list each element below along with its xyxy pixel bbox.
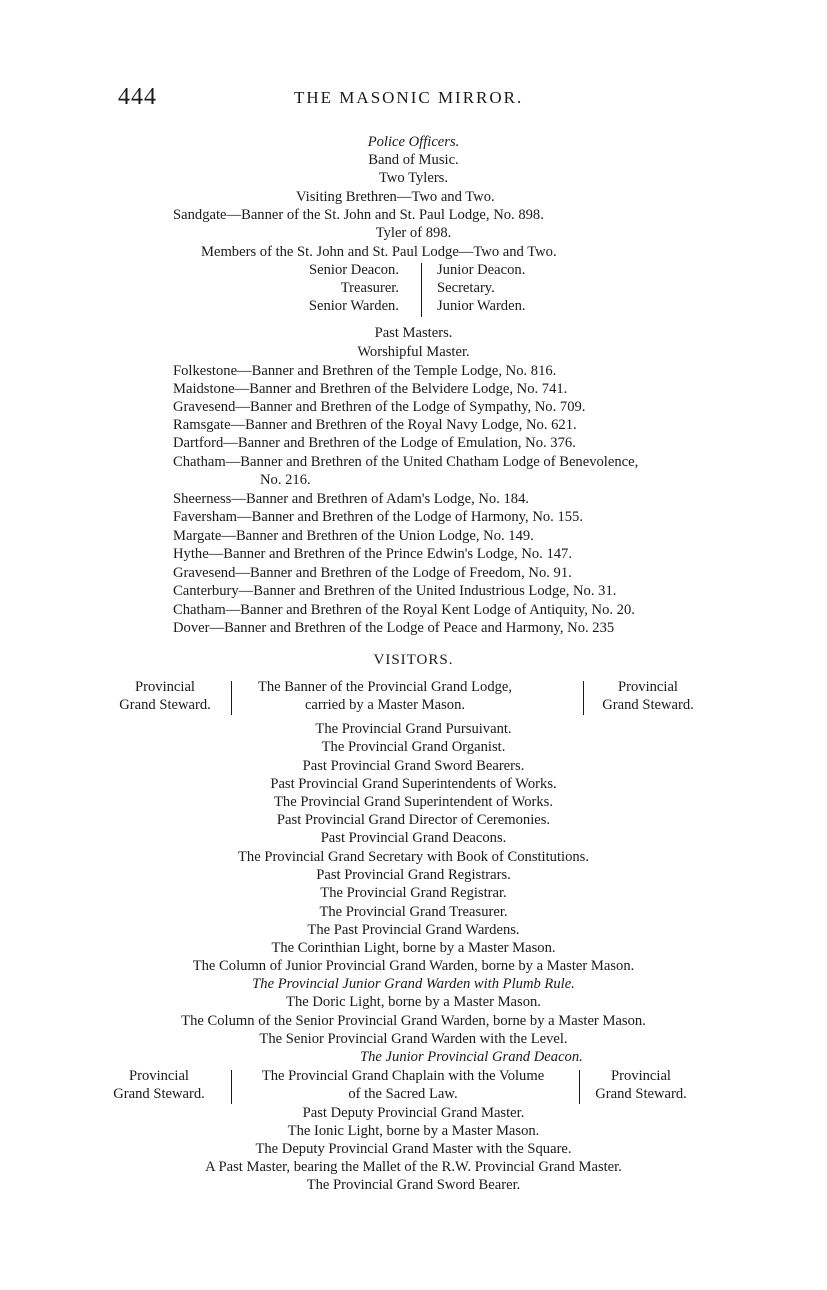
line-police-officers: Police Officers. <box>367 134 460 150</box>
visitor-line: The Corinthian Light, borne by a Master Mason. <box>271 940 556 956</box>
officer-left: Treasurer. <box>340 280 399 296</box>
line-two-tylers: Two Tylers. <box>378 170 449 186</box>
flank-right-label: Provincial <box>618 679 678 695</box>
flank-right-label: Provincial <box>611 1068 671 1084</box>
flank-left-label: Grand Steward. <box>119 697 211 713</box>
flank-left-label: Provincial <box>135 679 195 695</box>
flank-left-label: Provincial <box>129 1068 189 1084</box>
visitor-line: The Past Provincial Grand Wardens. <box>307 922 520 938</box>
visitor-line: The Column of the Senior Provincial Grand Warden, borne by a Master Mason. <box>181 1013 646 1029</box>
line-members: Members of the St. John and St. Paul Lodge—Two and Two. <box>201 244 557 260</box>
line-band-of-music: Band of Music. <box>368 152 459 168</box>
visitor-line: Past Provincial Grand Sword Bearers. <box>302 758 525 774</box>
flank-right-label: Grand Steward. <box>602 697 694 713</box>
visitor-line: Past Provincial Grand Director of Ceremonies. <box>276 812 551 828</box>
visitor-line: Past Provincial Grand Superintendents of Works. <box>270 776 557 792</box>
lodge-line: Canterbury—Banner and Brethren of the United Industrious Lodge, No. 31. <box>173 583 617 599</box>
visitor-line: The Provincial Grand Superintendent of Works. <box>273 794 554 810</box>
officer-left: Senior Warden. <box>308 298 399 314</box>
banner-line: carried by a Master Mason. <box>304 697 466 713</box>
lodge-line: Sheerness—Banner and Brethren of Adam's Lodge, No. 184. <box>173 491 530 507</box>
lodge-line: Ramsgate—Banner and Brethren of the Royal Navy Lodge, No. 621. <box>173 417 577 433</box>
visitor-line: Past Provincial Grand Registrars. <box>316 867 511 883</box>
line-worshipful-master: Worshipful Master. <box>357 344 470 360</box>
visitor-line: The Provincial Grand Organist. <box>321 739 506 755</box>
line-visiting-brethren: Visiting Brethren—Two and Two. <box>296 189 495 205</box>
bracket-right <box>583 681 584 715</box>
line-sandgate-banner: Sandgate—Banner of the St. John and St. Paul Lodge, No. 898. <box>173 207 544 223</box>
visitor-line: The Ionic Light, borne by a Master Mason. <box>287 1123 540 1139</box>
lodge-line: Dover—Banner and Brethren of the Lodge of Peace and Harmony, No. 235 <box>173 620 615 636</box>
officers-divider <box>421 263 422 317</box>
visitor-line: The Column of Junior Provincial Grand Warden, borne by a Master Mason. <box>192 958 635 974</box>
visitor-line: The Provincial Grand Registrar. <box>320 885 507 901</box>
chaplain-line: The Provincial Grand Chaplain with the Volume <box>261 1068 545 1084</box>
visitor-line: A Past Master, bearing the Mallet of the R.W. Provincial Grand Master. <box>205 1159 622 1175</box>
lodge-line: Dartford—Banner and Brethren of the Lodge of Emulation, No. 376. <box>173 435 576 451</box>
lodge-line: Gravesend—Banner and Brethren of the Lodge of Freedom, No. 91. <box>173 565 572 581</box>
bracket-right <box>579 1070 580 1104</box>
lodge-line: Maidstone—Banner and Brethren of the Belvidere Lodge, No. 741. <box>173 381 568 397</box>
bracket-left <box>231 1070 232 1104</box>
officer-right: Junior Deacon. <box>437 262 526 278</box>
visitor-line: The Provincial Grand Secretary with Book of Constitutions. <box>237 849 589 865</box>
visitor-line: The Provincial Grand Pursuivant. <box>315 721 512 737</box>
visitor-line: The Provincial Grand Treasurer. <box>319 904 508 920</box>
visitors-heading: VISITORS. <box>373 652 454 668</box>
line-tyler-898: Tyler of 898. <box>375 225 452 241</box>
page-number: 444 <box>118 84 157 110</box>
line-past-masters: Past Masters. <box>374 325 453 341</box>
visitor-line: The Senior Provincial Grand Warden with the Level. <box>259 1031 568 1047</box>
visitor-line: The Provincial Junior Grand Warden with Plumb Rule. <box>252 976 575 992</box>
lodge-line: Chatham—Banner and Brethren of the Royal Kent Lodge of Antiquity, No. 20. <box>173 602 635 618</box>
officer-right: Junior Warden. <box>437 298 526 314</box>
lodge-line: Faversham—Banner and Brethren of the Lodge of Harmony, No. 155. <box>173 509 583 525</box>
lodge-line: Margate—Banner and Brethren of the Union Lodge, No. 149. <box>173 528 534 544</box>
lodge-line: Gravesend—Banner and Brethren of the Lodge of Sympathy, No. 709. <box>173 399 586 415</box>
visitor-line: The Doric Light, borne by a Master Mason. <box>286 994 541 1010</box>
visitor-line: The Junior Provincial Grand Deacon. <box>360 1049 583 1065</box>
lodge-line: Chatham—Banner and Brethren of the United Chatham Lodge of Benevolence, <box>173 454 639 470</box>
lodge-line: Hythe—Banner and Brethren of the Prince Edwin's Lodge, No. 147. <box>173 546 572 562</box>
lodge-line: No. 216. <box>260 472 311 488</box>
visitor-line: The Deputy Provincial Grand Master with the Square. <box>255 1141 572 1157</box>
running-head: THE MASONIC MIRROR. <box>294 88 524 107</box>
lodge-line: Folkestone—Banner and Brethren of the Temple Lodge, No. 816. <box>173 363 557 379</box>
visitor-line: The Provincial Grand Sword Bearer. <box>306 1177 521 1193</box>
chaplain-line: of the Sacred Law. <box>348 1086 458 1102</box>
officer-left: Senior Deacon. <box>309 262 399 278</box>
flank-left-label: Grand Steward. <box>113 1086 205 1102</box>
visitor-line: Past Deputy Provincial Grand Master. <box>302 1105 525 1121</box>
visitor-line: Past Provincial Grand Deacons. <box>320 830 507 846</box>
banner-line: The Banner of the Provincial Grand Lodge, <box>257 679 513 695</box>
flank-right-label: Grand Steward. <box>595 1086 687 1102</box>
officer-right: Secretary. <box>437 280 495 296</box>
